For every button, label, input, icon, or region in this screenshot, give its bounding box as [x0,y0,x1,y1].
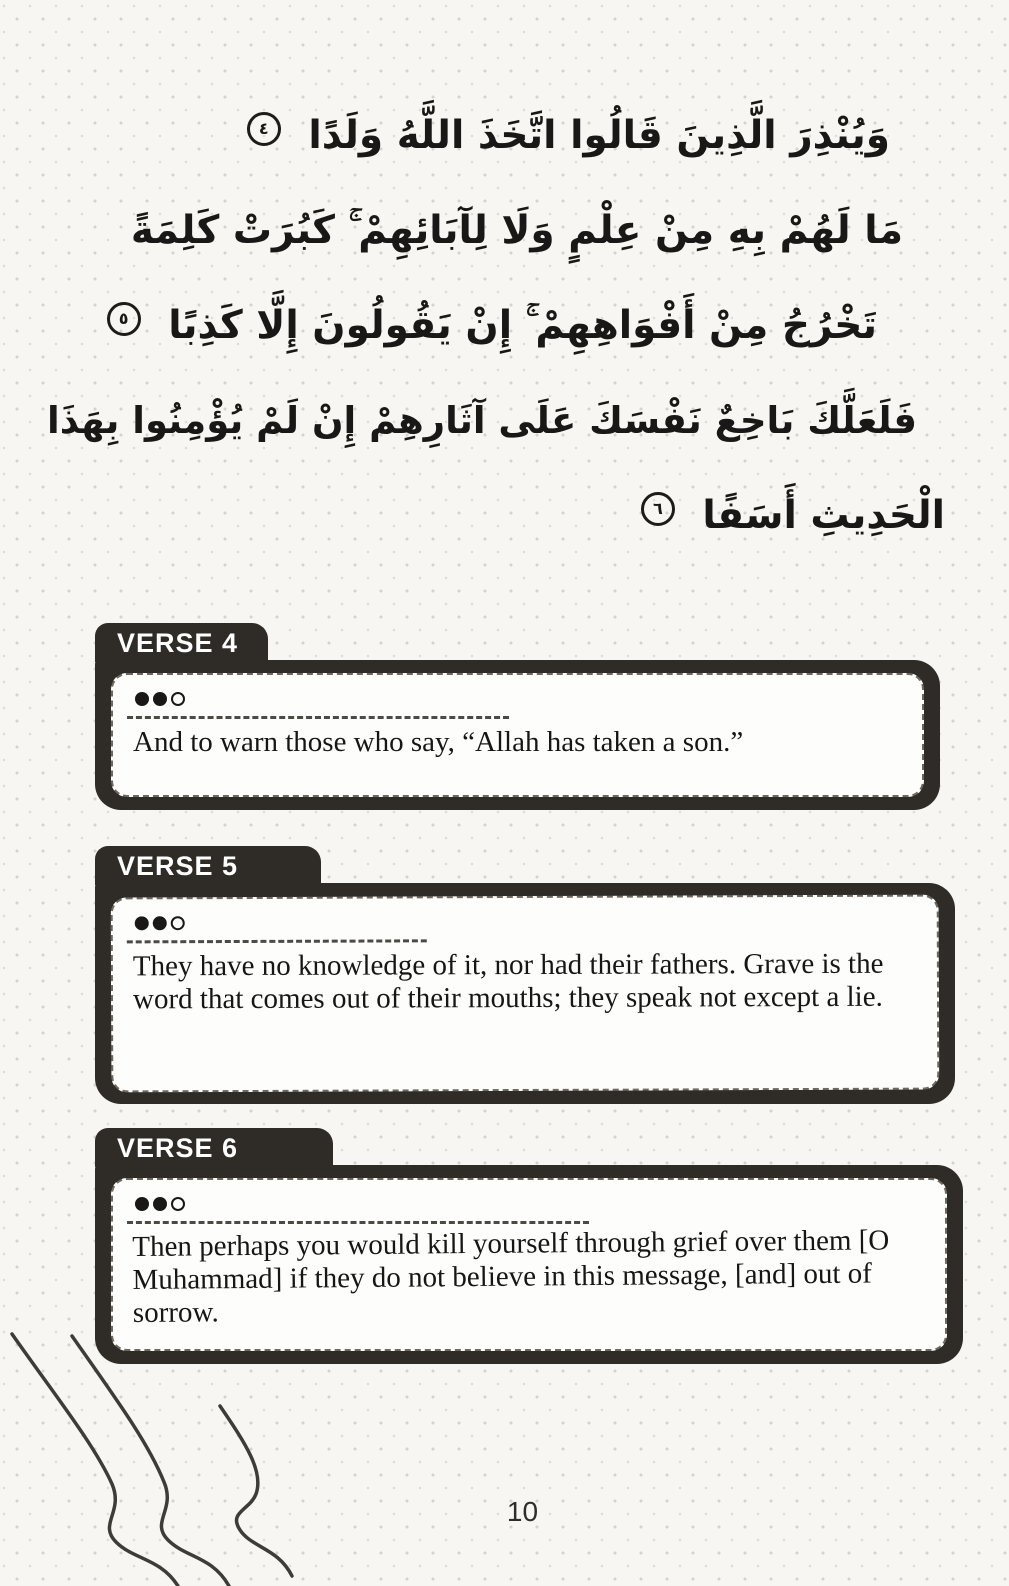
window-dots-icon [135,913,919,932]
verse-tab [95,846,321,885]
dot-filled-icon [153,916,167,930]
dot-filled-icon [135,692,149,706]
verse-translation-text: And to warn those who say, “Allah has taken a son.” [133,726,744,758]
decorative-squiggle-lines [0,1332,462,1586]
verse-card-frame [95,883,955,1104]
arabic-line [40,88,890,183]
verse-translation-text: Then perhaps you would kill yourself through grief over them [O Muhammad] if they do not believe in this message, [and] out of sorrow. [132,1224,890,1329]
arabic-line-text: وَيُنْذِرَ الَّذِينَ قَالُوا اتَّخَذَ اللَّهُ وَلَدًا [308,113,890,158]
arabic-line-text: الْحَدِيثِ أَسَفًا [702,493,945,538]
arabic-line [40,278,877,373]
verse-card-frame [95,660,940,810]
arabic-line [40,468,945,563]
verse-tab [95,1128,333,1167]
verse-translation-text: They have no knowledge of it, nor had their fathers. Grave is the word that comes out of their mouths; they speak not except a lie. [132,947,884,1016]
dashed-divider [127,1221,589,1224]
verse-tab [95,623,268,662]
arabic-line [40,183,903,278]
verse-tab-label: VERSE 6 [117,1133,239,1163]
verse-card-inner [111,673,924,797]
arabic-line-text: مَا لَهُمْ بِهِ مِنْ عِلْمٍ وَلَا لِآبَائِهِمْ ۚ كَبُرَتْ كَلِمَةً [130,208,903,253]
arabic-line [40,373,917,468]
verse-card-6 [95,1128,963,1364]
ayah-end-marker-icon: ٦ [641,492,675,526]
window-dots-icon [135,691,904,707]
dashed-divider [127,716,509,719]
dot-open-icon [171,692,185,706]
arabic-line-text: تَخْرُجُ مِنْ أَفْوَاهِهِمْ ۚ إِنْ يَقُولُونَ إِلَّا كَذِبًا [168,303,877,348]
dot-filled-icon [135,1197,149,1211]
page-number: 10 [506,1496,539,1527]
verse-card-inner [111,895,940,1093]
dot-filled-icon [153,1197,167,1211]
verse-tab-label: VERSE 4 [117,628,239,658]
dashed-divider [127,939,427,943]
dot-open-icon [171,916,185,930]
verse-card-5 [95,846,955,1104]
dot-filled-icon [153,692,167,706]
ayah-end-marker-icon: ٤ [247,112,281,146]
arabic-line-text: فَلَعَلَّكَ بَاخِعٌ نَفْسَكَ عَلَى آثَارِهِمْ إِنْ لَمْ يُؤْمِنُوا بِهَذَا [47,399,917,442]
arabic-verses-block [40,88,945,563]
ayah-end-marker-icon: ٥ [107,302,141,336]
window-dots-icon [135,1196,927,1212]
dot-filled-icon [135,916,149,930]
dot-open-icon [171,1197,185,1211]
verse-card-4 [95,623,940,810]
verse-card-inner [111,1178,947,1351]
verse-tab-label: VERSE 5 [117,851,239,881]
